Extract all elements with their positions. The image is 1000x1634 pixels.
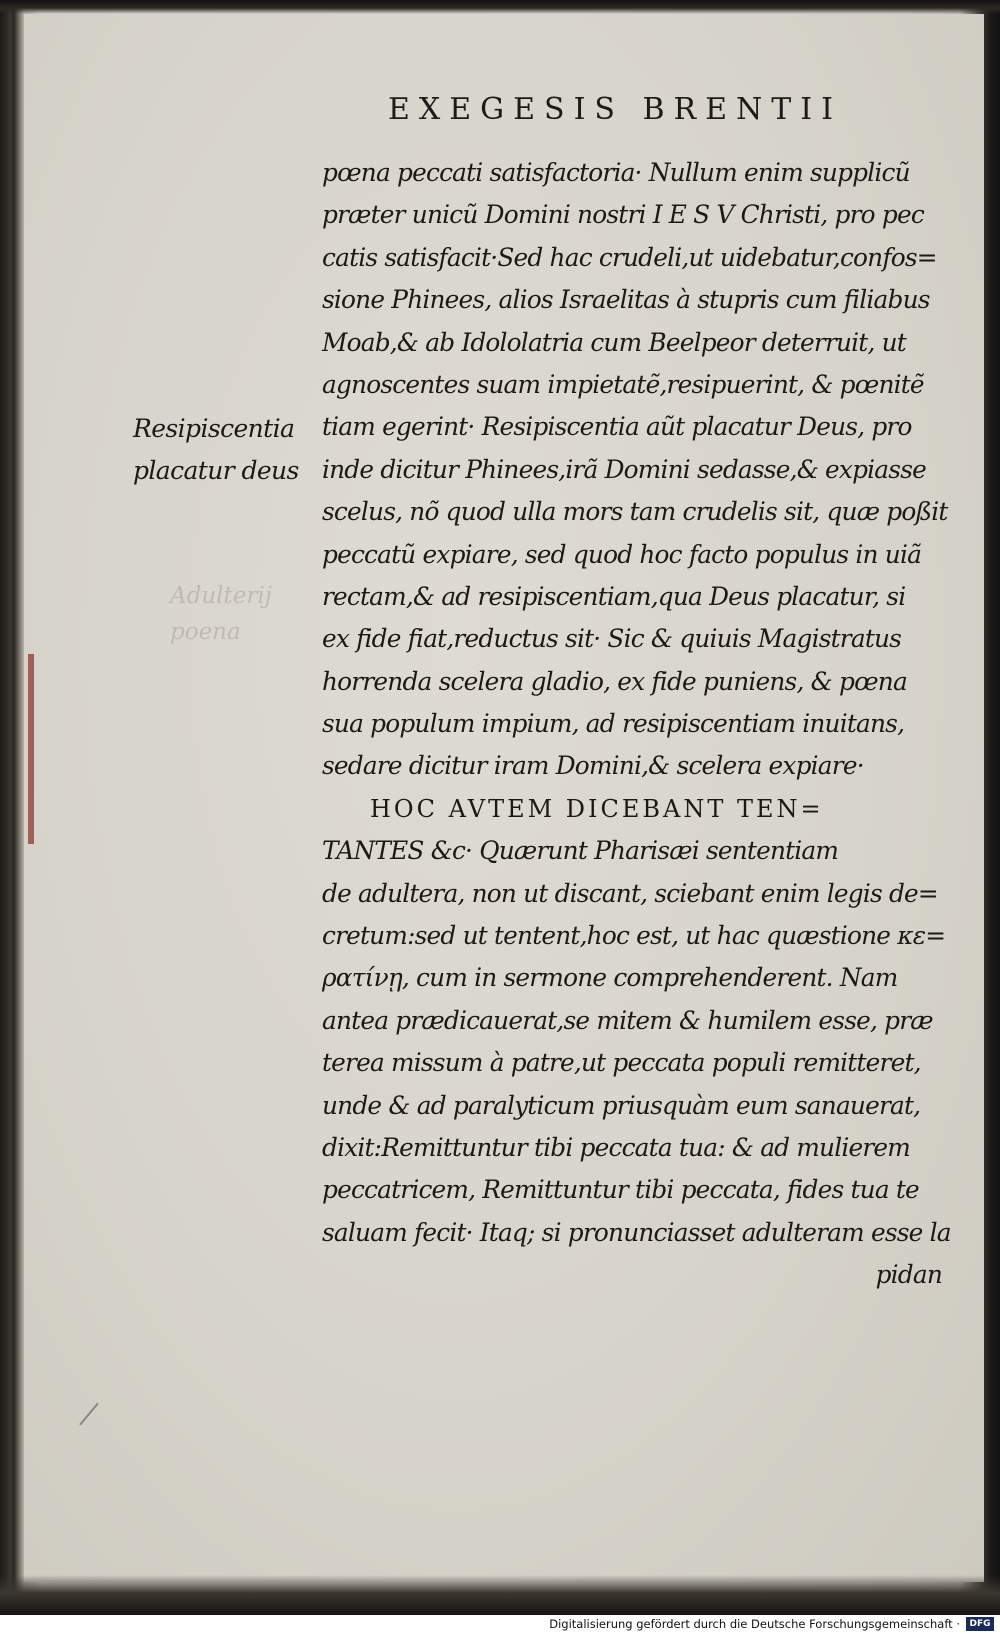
- text-line: cretum:sed ut tentent,hoc est, ut hac quæstione κε=: [322, 921, 946, 951]
- scan-bottom-edge: [0, 1575, 1000, 1615]
- spine-mark: [28, 654, 34, 844]
- digitization-credit: Digitalisierung gefördert durch die Deutsche Forschungsgemeinschaft ·: [549, 1617, 960, 1631]
- text-line: sua populum impium, ad resipiscentiam inuitans,: [322, 709, 905, 739]
- text-line: præter unicũ Domini nostri I E S V Christi, pro pec: [322, 200, 924, 230]
- text-line: peccatũ expiare, sed quod hoc facto populus in uiã: [322, 539, 922, 569]
- faded-marginal-note: [170, 578, 272, 650]
- text-line: saluam fecit· Itaq; si pronunciasset adulteram esse la: [322, 1217, 951, 1247]
- text-line: dixit:Remittuntur tibi peccata tua: & ad mulierem: [322, 1132, 910, 1162]
- scan-top-edge: [0, 0, 1000, 14]
- marginal-note: [133, 408, 299, 492]
- text-line: horrenda scelera gladio, ex fide puniens, & pœna: [322, 666, 907, 696]
- text-line: pœna peccati satisfactoria· Nullum enim supplicũ: [322, 158, 910, 187]
- faded-note-line: Adulterij: [170, 583, 272, 609]
- text-line: unde & ad paralyticum priusquàm eum sanauerat,: [322, 1090, 921, 1120]
- text-line: ex fide fiat,reductus sit· Sic & quiuis Magistratus: [322, 624, 902, 654]
- body-text: [322, 152, 962, 1297]
- text-line: sedare dicitur iram Domini,& scelera expiare·: [322, 751, 864, 781]
- text-line: TANTES &c· Quærunt Pharisæi sententiam: [322, 836, 839, 866]
- text-line: sione Phinees, alios Israelitas à stupris cum filiabus: [322, 285, 930, 315]
- text-line: terea missum à patre,ut peccata populi remitteret,: [322, 1048, 921, 1078]
- text-line: peccatricem, Remittuntur tibi peccata, fides tua te: [322, 1175, 919, 1205]
- catchword: pidan: [875, 1260, 942, 1290]
- marginal-note-line: Resipiscentia: [133, 414, 295, 443]
- text-line: rectam,& ad resipiscentiam,qua Deus placatur, si: [322, 581, 906, 611]
- text-line: antea prædicauerat,se mitem & humilem esse, præ: [322, 1005, 933, 1035]
- text-line: agnoscentes suam impietatẽ,resipuerint, & pœnitẽ: [322, 369, 924, 399]
- text-line: de adultera, non ut discant, sciebant enim legis de=: [322, 878, 938, 908]
- faded-note-line: poena: [170, 619, 241, 645]
- text-line: Moab,& ab Idololatria cum Beelpeor deterruit, ut: [322, 327, 906, 357]
- text-line: catis satisfacit·Sed hac crudeli,ut uidebatur,confos=: [322, 242, 937, 272]
- text-line: inde dicitur Phinees,irã Domini sedasse,& expiasse: [322, 454, 927, 484]
- text-line: tiam egerint· Resipiscentia aũt placatur Deus, pro: [322, 412, 912, 442]
- text-line: ρατίνῃ, cum in sermone comprehenderent. Nam: [322, 963, 898, 993]
- running-header: EXEGESIS BRENTII: [388, 92, 843, 127]
- text-line: scelus, nõ quod ulla mors tam crudelis sit, quæ poßit: [322, 497, 948, 527]
- dfg-logo: DFG: [966, 1617, 994, 1631]
- marginal-note-line: placatur deus: [133, 456, 299, 485]
- lemma-heading-line: HOC AVTEM DICEBANT TEN=: [370, 794, 824, 823]
